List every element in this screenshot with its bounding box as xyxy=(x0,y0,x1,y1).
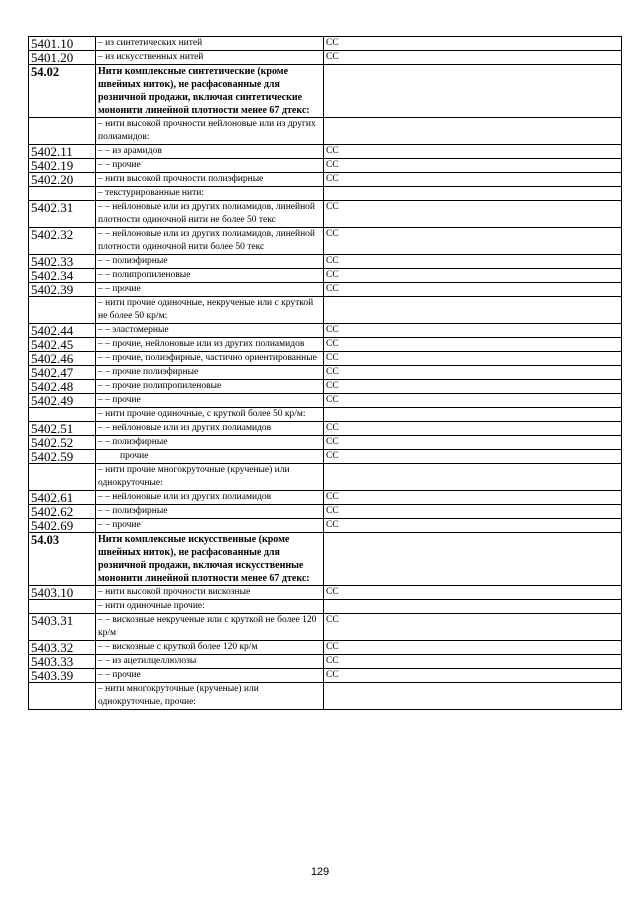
certificate-cell: СС xyxy=(324,366,622,380)
table-row xyxy=(29,228,622,255)
code-cell: 5402.62 xyxy=(29,505,96,519)
code-cell: 54.02 xyxy=(29,65,96,118)
code-cell: 5402.61 xyxy=(29,491,96,505)
table-row xyxy=(29,614,622,641)
tariff-table xyxy=(28,36,622,710)
table-row xyxy=(29,159,622,173)
table-row xyxy=(29,450,622,464)
certificate-cell: СС xyxy=(324,37,622,51)
description-cell: – нити высокой прочности нейлоновые или из других полиамидов: xyxy=(96,118,324,145)
certificate-cell xyxy=(324,297,622,324)
table-row xyxy=(29,283,622,297)
table-row xyxy=(29,683,622,710)
code-cell xyxy=(29,600,96,614)
code-cell: 5402.31 xyxy=(29,201,96,228)
code-cell xyxy=(29,408,96,422)
code-cell: 5402.32 xyxy=(29,228,96,255)
description-cell: – нити прочие одиночные, с круткой более 50 кр/м: xyxy=(96,408,324,422)
certificate-cell xyxy=(324,187,622,201)
description-cell: – – прочие xyxy=(96,669,324,683)
code-cell: 5402.33 xyxy=(29,255,96,269)
certificate-cell: СС xyxy=(324,173,622,187)
code-cell: 5402.48 xyxy=(29,380,96,394)
table-row xyxy=(29,586,622,600)
code-cell: 5402.34 xyxy=(29,269,96,283)
table-row xyxy=(29,255,622,269)
certificate-cell: СС xyxy=(324,586,622,600)
code-cell: 5402.51 xyxy=(29,422,96,436)
description-cell: – – прочие полиэфирные xyxy=(96,366,324,380)
code-cell: 5402.52 xyxy=(29,436,96,450)
table-row xyxy=(29,297,622,324)
certificate-cell: СС xyxy=(324,450,622,464)
table-row xyxy=(29,187,622,201)
code-cell: 5402.45 xyxy=(29,338,96,352)
description-cell: прочие xyxy=(96,450,324,464)
description-cell: – – полипропиленовые xyxy=(96,269,324,283)
description-cell: – из синтетических нитей xyxy=(96,37,324,51)
code-cell: 5402.47 xyxy=(29,366,96,380)
description-cell: – текстурированные нити: xyxy=(96,187,324,201)
table-row xyxy=(29,118,622,145)
table-row xyxy=(29,380,622,394)
description-cell: – нити одиночные прочие: xyxy=(96,600,324,614)
table-row xyxy=(29,655,622,669)
certificate-cell: СС xyxy=(324,519,622,533)
certificate-cell: СС xyxy=(324,255,622,269)
code-cell xyxy=(29,118,96,145)
description-cell: – из искусственных нитей xyxy=(96,51,324,65)
certificate-cell: СС xyxy=(324,394,622,408)
table-row xyxy=(29,436,622,450)
certificate-cell: СС xyxy=(324,228,622,255)
table-row xyxy=(29,641,622,655)
description-cell: – – прочие полипропиленовые xyxy=(96,380,324,394)
code-cell: 5401.20 xyxy=(29,51,96,65)
description-cell: – – полиэфирные xyxy=(96,436,324,450)
code-cell xyxy=(29,187,96,201)
description-cell: – – полиэфирные xyxy=(96,505,324,519)
code-cell: 5403.10 xyxy=(29,586,96,600)
table-row xyxy=(29,422,622,436)
code-cell xyxy=(29,683,96,710)
code-cell: 5403.33 xyxy=(29,655,96,669)
table-row xyxy=(29,394,622,408)
certificate-cell: СС xyxy=(324,614,622,641)
table-row xyxy=(29,269,622,283)
description-cell: – – вискозные с круткой более 120 кр/м xyxy=(96,641,324,655)
code-cell: 5402.39 xyxy=(29,283,96,297)
code-cell xyxy=(29,297,96,324)
table-row xyxy=(29,408,622,422)
table-row xyxy=(29,173,622,187)
code-cell: 5402.46 xyxy=(29,352,96,366)
certificate-cell xyxy=(324,533,622,586)
description-cell: – нити прочие многокруточные (крученые) или однокруточные: xyxy=(96,464,324,491)
certificate-cell: СС xyxy=(324,145,622,159)
certificate-cell xyxy=(324,65,622,118)
certificate-cell xyxy=(324,600,622,614)
description-cell: – – прочие xyxy=(96,519,324,533)
description-cell: Нити комплексные искусственные (кроме швейных ниток), не расфасованные для розничной продажи, включая искусственные мононити линейной плотности менее 67 дтекс: xyxy=(96,533,324,586)
description-cell: – – прочие xyxy=(96,283,324,297)
page-number: 129 xyxy=(310,866,330,878)
code-cell: 5403.39 xyxy=(29,669,96,683)
certificate-cell: СС xyxy=(324,51,622,65)
code-cell: 5402.11 xyxy=(29,145,96,159)
certificate-cell: СС xyxy=(324,201,622,228)
table-row xyxy=(29,505,622,519)
table-row xyxy=(29,491,622,505)
description-cell: – – нейлоновые или из других полиамидов, линейной плотности одиночной нити не более 50 текс xyxy=(96,201,324,228)
table-row xyxy=(29,37,622,51)
description-cell: – – нейлоновые или из других полиамидов xyxy=(96,422,324,436)
table-row xyxy=(29,519,622,533)
certificate-cell xyxy=(324,118,622,145)
description-cell: – – вискозные некрученые или с круткой не более 120 кр/м xyxy=(96,614,324,641)
code-cell: 5401.10 xyxy=(29,37,96,51)
description-cell: – – эластомерные xyxy=(96,324,324,338)
certificate-cell: СС xyxy=(324,269,622,283)
description-cell: – нити высокой прочности вискозные xyxy=(96,586,324,600)
code-cell: 5402.49 xyxy=(29,394,96,408)
certificate-cell: СС xyxy=(324,491,622,505)
table-row xyxy=(29,338,622,352)
table-row xyxy=(29,600,622,614)
description-cell: – – прочие, нейлоновые или из других полиамидов xyxy=(96,338,324,352)
description-cell: Нити комплексные синтетические (кроме швейных ниток), не расфасованные для розничной продажи, включая синтетические мононити линейной плотности менее 67 дтекс: xyxy=(96,65,324,118)
table-row xyxy=(29,324,622,338)
table-row xyxy=(29,464,622,491)
certificate-cell: СС xyxy=(324,436,622,450)
code-cell: 54.03 xyxy=(29,533,96,586)
description-cell: – – из арамидов xyxy=(96,145,324,159)
table-row xyxy=(29,145,622,159)
code-cell: 5403.32 xyxy=(29,641,96,655)
certificate-cell: СС xyxy=(324,641,622,655)
description-cell: – – нейлоновые или из других полиамидов, линейной плотности одиночной нити более 50 текс xyxy=(96,228,324,255)
certificate-cell: СС xyxy=(324,352,622,366)
heading-row xyxy=(29,533,622,586)
table-row xyxy=(29,51,622,65)
code-cell: 5402.19 xyxy=(29,159,96,173)
certificate-cell: СС xyxy=(324,422,622,436)
certificate-cell: СС xyxy=(324,669,622,683)
certificate-cell: СС xyxy=(324,159,622,173)
certificate-cell: СС xyxy=(324,283,622,297)
table-row xyxy=(29,669,622,683)
code-cell: 5402.59 xyxy=(29,450,96,464)
code-cell xyxy=(29,464,96,491)
description-cell: – – из ацетилцеллюлозы xyxy=(96,655,324,669)
code-cell: 5403.31 xyxy=(29,614,96,641)
heading-row xyxy=(29,65,622,118)
table-row xyxy=(29,366,622,380)
code-cell: 5402.44 xyxy=(29,324,96,338)
certificate-cell xyxy=(324,683,622,710)
description-cell: – – прочие, полиэфирные, частично ориентированные xyxy=(96,352,324,366)
description-cell: – – нейлоновые или из других полиамидов xyxy=(96,491,324,505)
certificate-cell xyxy=(324,408,622,422)
code-cell: 5402.69 xyxy=(29,519,96,533)
description-cell: – нити высокой прочности полиэфирные xyxy=(96,173,324,187)
certificate-cell: СС xyxy=(324,338,622,352)
certificate-cell: СС xyxy=(324,324,622,338)
certificate-cell xyxy=(324,464,622,491)
description-cell: – – полиэфирные xyxy=(96,255,324,269)
table-row xyxy=(29,352,622,366)
description-cell: – нити многокруточные (крученые) или однокруточные, прочие: xyxy=(96,683,324,710)
description-cell: – нити прочие одиночные, некрученые или с круткой не более 50 кр/м: xyxy=(96,297,324,324)
certificate-cell: СС xyxy=(324,655,622,669)
certificate-cell: СС xyxy=(324,505,622,519)
description-cell: – – прочие xyxy=(96,394,324,408)
table-row xyxy=(29,201,622,228)
tariff-table-body xyxy=(29,37,622,710)
description-cell: – – прочие xyxy=(96,159,324,173)
certificate-cell: СС xyxy=(324,380,622,394)
code-cell: 5402.20 xyxy=(29,173,96,187)
